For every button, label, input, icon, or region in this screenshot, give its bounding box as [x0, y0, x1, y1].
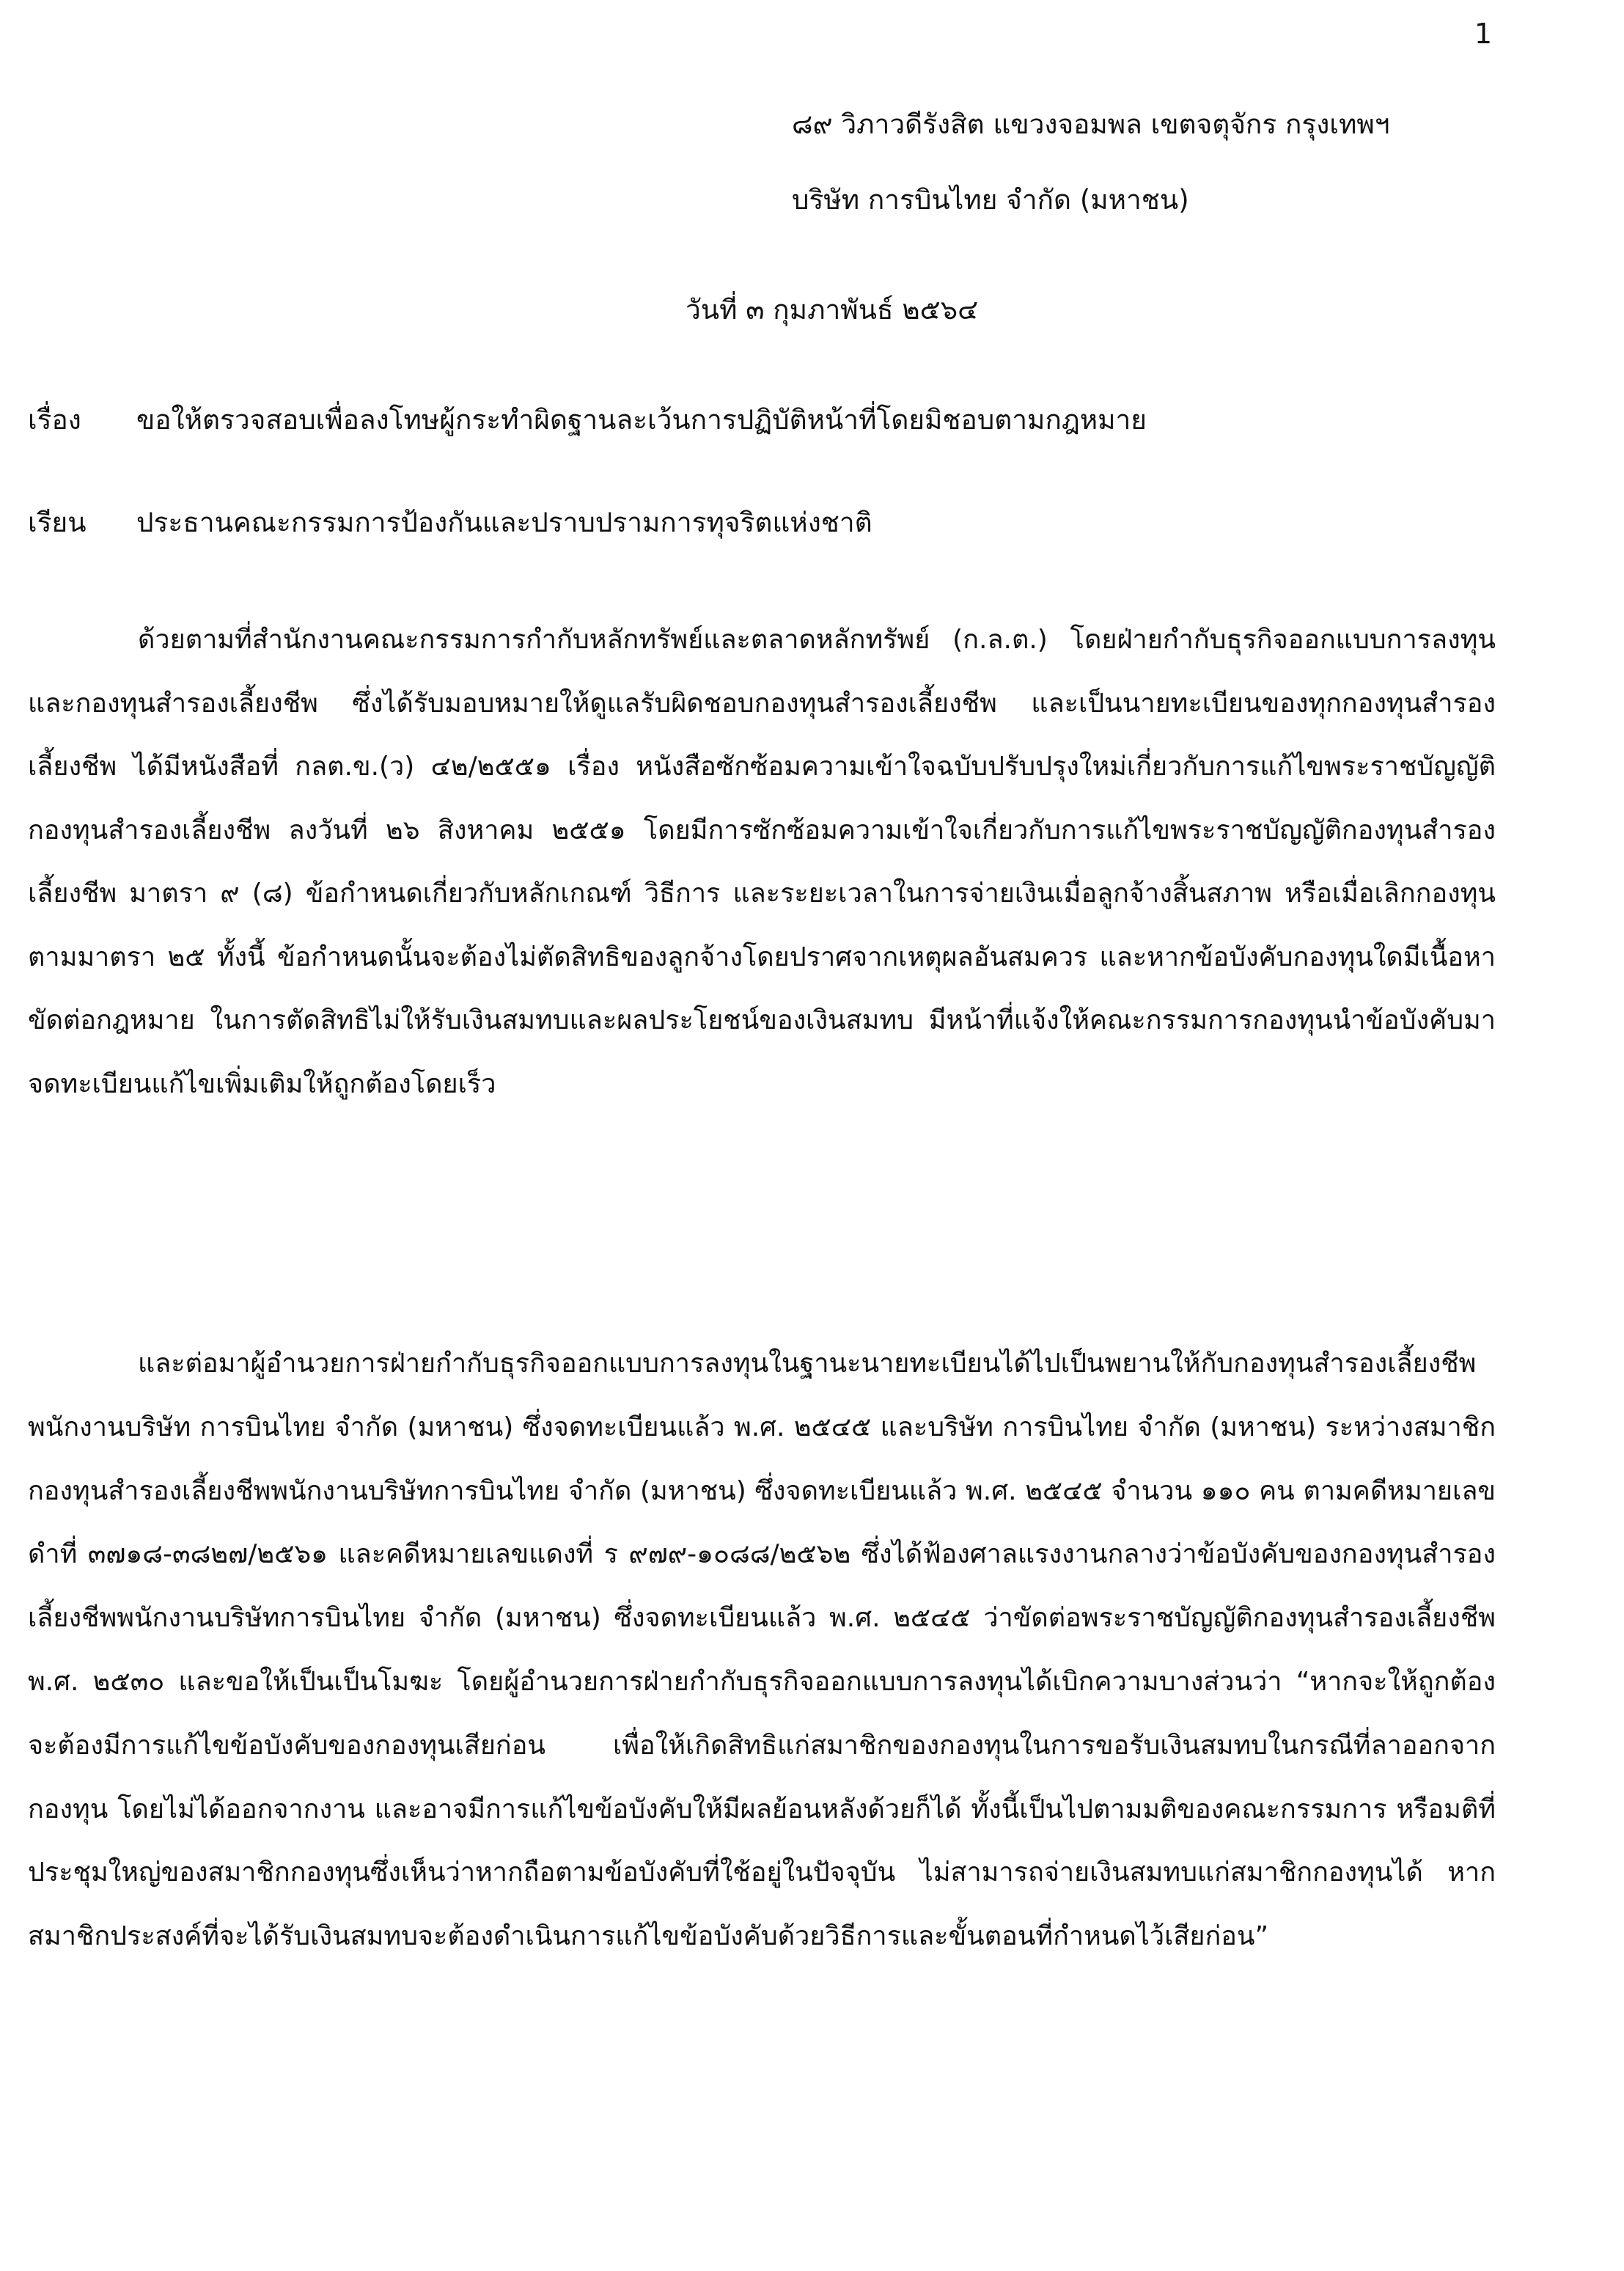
sender-address: ๘๙ วิภาวดีรังสิต แขวงจอมพล เขตจตุจักร กรุงเทพฯ — [792, 109, 1390, 140]
subject-text: ขอให้ตรวจสอบเพื่อลงโทษผู้กระทำผิดฐานละเว้นการปฏิบัติหน้าที่โดยมิชอบตามกฎหมาย — [136, 404, 1147, 436]
subject-label: เรื่อง — [28, 404, 81, 436]
body-paragraph-2: และต่อมาผู้อำนวยการฝ่ายกำกับธุรกิจออกแบบการลงทุนในฐานะนายทะเบียนได้ไปเป็นพยานให้กับกองทุนสำรองเลี้ยงชีพพนักงานบริษัท การบินไทย จำกัด (มหาชน) ซึ่งจดทะเบียนแล้ว พ.ศ. ๒๕๔๕ และบริษัท การบินไทย จำกัด (มหาชน) ระหว่างสมาชิกกองทุนสำรองเลี้ยงชีพพนักงานบริษัทการบินไทย จำกัด (มหาชน) ซึ่งจดทะเบียนแล้ว พ.ศ. ๒๕๔๕ จำนวน ๑๑๐ คน ตามคดีหมายเลขดำที่ ๓๗๑๘-๓๘๒๗/๒๕๖๑ และคดีหมายเลขแดงที่ ร ๙๗๙-๑๐๘๘/๒๕๖๒ ซึ่งได้ฟ้องศาลแรงงานกลางว่าข้อบังคับของกองทุนสำรองเลี้ยงชีพพนักงานบริษัทการบินไทย จำกัด (มหาชน) ซึ่งจดทะเบียนแล้ว พ.ศ. ๒๕๔๕ ว่าขัดต่อพระราชบัญญัติกองทุนสำรองเลี้ยงชีพ พ.ศ. ๒๕๓๐ และขอให้เป็นเป็นโมฆะ โดยผู้อำนวยการฝ่ายกำกับธุรกิจออกแบบการลงทุนได้เบิกความบางส่วนว่า “หากจะให้ถูกต้องจะต้องมีการแก้ไขข้อบังคับของกองทุนเสียก่อน เพื่อให้เกิดสิทธิแก่สมาชิกของกองทุนในการขอรับเงินสมทบในกรณีที่ลาออกจากกองทุน โดยไม่ได้ออกจากงาน และอาจมีการแก้ไขข้อบังคับให้มีผลย้อนหลังด้วยก็ได้ ทั้งนี้เป็นไปตามมติของคณะกรรมการ หรือมติที่ประชุมใหญ่ของสมาชิกกองทุนซึ่งเห็นว่าหากถือตามข้อบังคับที่ใช้อยู่ในปัจจุบัน ไม่สามารถจ่ายเงินสมทบแก่สมาชิกกองทุนได้ หากสมาชิกประสงค์ที่จะได้รับเงินสมทบจะต้องดำเนินการแก้ไขข้อบังคับด้วยวิธีการและขั้นตอนที่กำหนดไว้เสียก่อน” — [28, 1349, 1496, 1952]
sender-organization: บริษัท การบินไทย จำกัด (มหาชน) — [792, 184, 1189, 216]
recipient-text: ประธานคณะกรรมการป้องกันและปราบปรามการทุจริตแห่งชาติ — [136, 507, 872, 538]
recipient-label: เรียน — [28, 507, 87, 538]
body-paragraph-1: ด้วยตามที่สำนักงานคณะกรรมการกำกับหลักทรัพย์และตลาดหลักทรัพย์ (ก.ล.ต.) โดยฝ่ายกำกับธุรกิจออกแบบการลงทุนและกองทุนสำรองเลี้ยงชีพ ซึ่งได้รับมอบหมายให้ดูแลรับผิดชอบกองทุนสำรองเลี้ยงชีพ และเป็นนายทะเบียนของทุกกองทุนสำรองเลี้ยงชีพ ได้มีหนังสือที่ กลต.ข.(ว) ๔๒/๒๕๕๑ เรื่อง หนังสือซักซ้อมความเข้าใจฉบับปรับปรุงใหม่เกี่ยวกับการแก้ไขพระราชบัญญัติกองทุนสำรองเลี้ยงชีพ ลงวันที่ ๒๖ สิงหาคม ๒๕๕๑ โดยมีการซักซ้อมความเข้าใจเกี่ยวกับการแก้ไขพระราชบัญญัติกองทุนสำรองเลี้ยงชีพ มาตรา ๙ (๘) ข้อกำหนดเกี่ยวกับหลักเกณฑ์ วิธีการ และระยะเวลาในการจ่ายเงินเมื่อลูกจ้างสิ้นสภาพ หรือเมื่อเลิกกองทุนตามมาตรา ๒๕ ทั้งนี้ ข้อกำหนดนั้นจะต้องไม่ตัดสิทธิของลูกจ้างโดยปราศจากเหตุผลอันสมควร และหากข้อบังคับกองทุนใดมีเนื้อหาขัดต่อกฎหมาย ในการตัดสิทธิไม่ให้รับเงินสมทบและผลประโยชน์ของเงินสมทบ มีหน้าที่แจ้งให้คณะกรรมการกองทุนนำข้อบังคับมาจดทะเบียนแก้ไขเพิ่มเติมให้ถูกต้องโดยเร็ว — [28, 625, 1496, 1099]
recipient-line — [28, 505, 872, 541]
page-number: 1 — [1474, 18, 1492, 50]
letter-date: วันที่ ๓ กุมภาพันธ์ ๒๕๖๔ — [686, 294, 979, 326]
subject-line — [28, 402, 1147, 439]
